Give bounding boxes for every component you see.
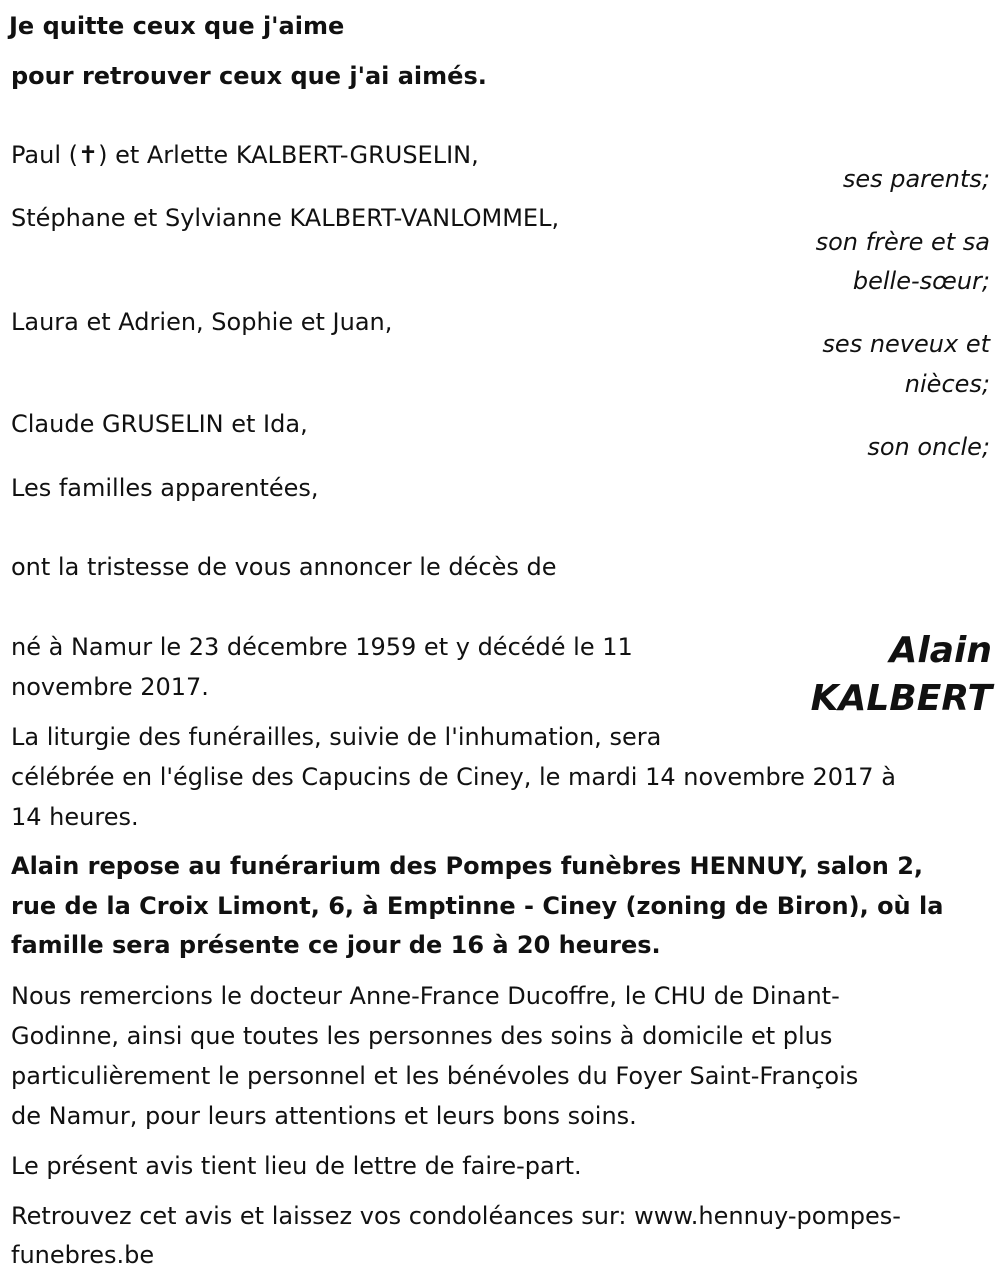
family-uncle-names: Claude GRUSELIN et Ida, xyxy=(11,410,308,438)
thanks-line-3: particulièrement le personnel et les bénévoles du Foyer Saint-François xyxy=(11,1062,859,1090)
condolences-line-1: Retrouvez cet avis et laissez vos condoléances sur: www.hennuy-pompes- xyxy=(11,1202,901,1230)
funerarium-line-3: famille sera présente ce jour de 16 à 20 heures. xyxy=(11,931,661,959)
relation-uncle: son oncle; xyxy=(867,433,990,461)
relation-parents: ses parents; xyxy=(842,165,990,193)
funeral-line-1: La liturgie des funérailles, suivie de l'inhumation, sera xyxy=(11,723,662,751)
heading-line-1: Je quitte ceux que j'aime xyxy=(9,12,345,40)
family-relatives-names: Les familles apparentées, xyxy=(11,474,319,502)
thanks-line-1: Nous remercions le docteur Anne-France Ducoffre, le CHU de Dinant- xyxy=(11,982,840,1010)
funerarium-line-2: rue de la Croix Limont, 6, à Emptinne - Ciney (zoning de Biron), où la xyxy=(11,892,944,920)
relation-nephews-line-2: nièces; xyxy=(904,370,990,398)
funeral-line-2: célébrée en l'église des Capucins de Ciney, le mardi 14 novembre 2017 à xyxy=(11,763,896,791)
funeral-line-3: 14 heures. xyxy=(11,803,139,831)
announcement-text: ont la tristesse de vous annoncer le décès de xyxy=(11,553,557,581)
thanks-line-2: Godinne, ainsi que toutes les personnes des soins à domicile et plus xyxy=(11,1022,833,1050)
deceased-first-name: Alain xyxy=(889,630,992,671)
thanks-line-4: de Namur, pour leurs attentions et leurs bons soins. xyxy=(11,1102,637,1130)
funerarium-line-1: Alain repose au funérarium des Pompes funèbres HENNUY, salon 2, xyxy=(11,852,924,880)
heading-line-2: pour retrouver ceux que j'ai aimés. xyxy=(11,62,487,90)
deceased-last-name: KALBERT xyxy=(810,678,992,719)
birth-death-line-2: novembre 2017. xyxy=(11,673,209,701)
relation-brother-line-1: son frère et sa xyxy=(815,228,990,256)
deceased-name xyxy=(811,627,992,723)
relation-nephews-line-1: ses neveux et xyxy=(822,330,990,358)
condolences-line-2: funebres.be xyxy=(11,1241,155,1269)
relation-brother-line-2: belle-sœur; xyxy=(852,267,990,295)
family-nephews-names: Laura et Adrien, Sophie et Juan, xyxy=(11,308,393,336)
notice-text: Le présent avis tient lieu de lettre de faire-part. xyxy=(11,1152,582,1180)
birth-death-line-1: né à Namur le 23 décembre 1959 et y décédé le 11 xyxy=(11,633,633,661)
family-brother-names: Stéphane et Sylvianne KALBERT-VANLOMMEL, xyxy=(11,204,560,232)
family-parents-names: Paul (✝) et Arlette KALBERT-GRUSELIN, xyxy=(11,141,479,169)
